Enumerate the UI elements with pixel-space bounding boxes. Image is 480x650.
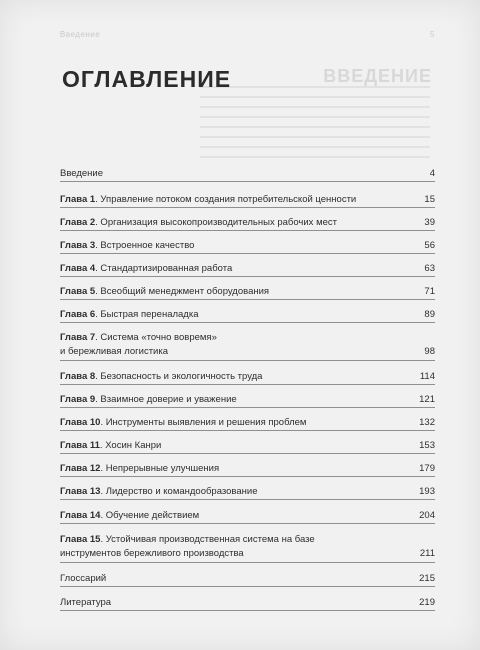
toc-entry-title: . Встроенное качество [95,240,195,251]
toc-entry-title: . Безопасность и экологичность труда [95,371,263,382]
toc-entry-page-number: 153 [419,440,435,451]
toc-entry-chapter-label: Глава 2 [60,217,96,228]
toc-entry-rule [60,407,435,408]
toc-entry-chapter-label: Глава 3 [60,240,96,251]
bleed-through-title: ВВЕДЕНИЕ [323,66,432,86]
toc-entry-rule [60,430,435,431]
toc-entry [60,597,435,609]
toc-entry-title: . Управление потоком создания потребительской ценности [95,194,357,205]
toc-entry [60,286,435,298]
toc-entry-page-number: 89 [424,309,435,320]
toc-entry [60,168,435,180]
toc-entry-page-number: 193 [419,486,435,497]
bleed-through-header [60,30,435,39]
toc-entry-chapter-label: Глава 14 [60,510,101,521]
toc-entry-page-number: 179 [419,463,435,474]
toc-entry [60,309,435,321]
toc-entry-rule [60,230,435,231]
toc-entry [60,573,435,585]
toc-entry-title: . Хосин Канри [99,440,162,451]
toc-entry-rule [60,276,435,277]
toc-entry-page-number: 215 [419,573,435,584]
toc-entry-rule [60,253,435,254]
toc-entry-rule [60,562,435,563]
toc-entry-page-number: 4 [429,168,435,179]
toc-entry-page-number: 219 [419,597,435,608]
toc-entry-title: . Обучение действием [100,510,200,521]
toc-entry-title: . Всеобщий менеджмент оборудования [95,286,270,297]
toc-entry [60,394,435,406]
bleed-through-text [200,86,430,166]
toc-entry-page-number: 39 [424,217,435,228]
toc-entry-rule [60,523,435,524]
toc-entry [60,486,435,498]
toc-entry-rule [60,586,435,587]
toc-entry-chapter-label: Глава 13 [60,486,101,497]
toc-entry-rule [60,384,435,385]
toc-entry-rule [60,322,435,323]
toc-entry [60,440,435,452]
toc-entry-chapter-label: Глава 15 [60,534,101,545]
toc-entry [60,463,435,475]
toc-entry-chapter-label: Глава 6 [60,309,96,320]
toc-entry [60,417,435,429]
toc-entry-page-number: 63 [424,263,435,274]
toc-entry-title: . Непрерывные улучшения [100,463,220,474]
toc-entry-rule [60,207,435,208]
toc-entry-page-number: 204 [419,510,435,521]
toc-entry [60,371,435,383]
toc-entry-page-number: 71 [424,286,435,297]
toc-entry [60,332,435,358]
toc-entry [60,217,435,229]
toc-entry-chapter-label: Глава 1 [60,194,96,205]
toc-entry-chapter-label: Глава 11 [60,440,100,451]
toc-entry-rule [60,476,435,477]
toc-entry-page-number: 121 [419,394,435,405]
toc-entry-title: . Стандартизированная работа [95,263,233,274]
toc-entry [60,194,435,206]
toc-entry-title-continued: и бережливая логистика [60,346,168,357]
toc-entry-rule [60,181,435,182]
toc-entry-rule [60,299,435,300]
toc-entry-page-number: 132 [419,417,435,428]
toc-entry-title: Глоссарий [60,573,107,584]
toc-entry [60,510,435,522]
toc-entry-chapter-label: Глава 7 [60,332,96,343]
bleed-header-left: Введение [60,30,101,39]
toc-entry-rule [60,610,435,611]
toc-entry-chapter-label: Глава 10 [60,417,101,428]
toc-entry-chapter-label: Глава 4 [60,263,96,274]
toc-entry-title: . Организация высокопроизводительных рабочих мест [95,217,337,228]
toc-entry-rule [60,360,435,361]
toc-entry-title: . Лидерство и командообразование [100,486,258,497]
toc-title: ОГЛАВЛЕНИЕ [62,66,232,92]
toc-entry-rule [60,453,435,454]
toc-entry [60,263,435,275]
toc-entry-chapter-label: Глава 9 [60,394,96,405]
toc-entry-page-number: 15 [424,194,435,205]
toc-entry-chapter-label: Глава 8 [60,371,96,382]
toc-entry-title: . Взаимное доверие и уважение [95,394,237,405]
toc-entry [60,240,435,252]
toc-entry-chapter-label: Глава 5 [60,286,96,297]
toc-entry-title: . Быстрая переналадка [95,309,199,320]
toc-entry-title: . Устойчивая производственная система на базе [100,534,315,545]
toc-entry [60,534,435,560]
toc-entry-title: . Инструменты выявления и решения проблем [100,417,307,428]
toc-entry-title-continued: инструментов бережливого производства [60,548,244,559]
toc-entry-page-number: 211 [419,548,435,559]
toc-entry-title: Литература [60,597,112,608]
toc-entry-page-number: 56 [424,240,435,251]
toc-entry-page-number: 98 [424,346,435,357]
toc-entry-chapter-label: Глава 12 [60,463,101,474]
toc-entry-page-number: 114 [419,371,435,382]
toc-entry-rule [60,499,435,500]
toc-entry-title: . Система «точно вовремя» [95,332,217,343]
toc-entry-title: Введение [60,168,104,179]
bleed-header-page-number: 5 [430,30,435,39]
